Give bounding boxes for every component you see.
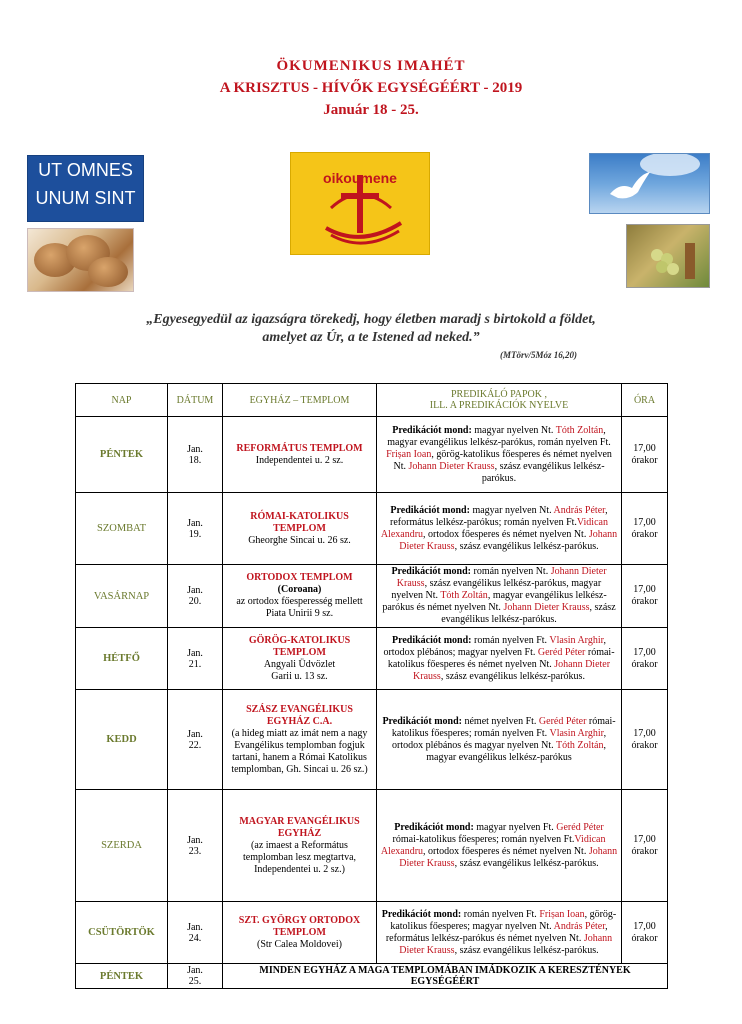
row-egyhaz bbox=[223, 417, 377, 493]
row-nap: SZERDA bbox=[76, 790, 168, 902]
quote-line-2: amelyet az Úr, a te Istened ad neked.” bbox=[262, 330, 480, 345]
row-datum: Jan. 22. bbox=[168, 690, 223, 790]
row-ora: 17,00 órakor bbox=[622, 417, 668, 493]
row-egyhaz bbox=[223, 565, 377, 628]
row-ora: 17,00 órakor bbox=[622, 790, 668, 902]
pred-label: Predikációt mond: bbox=[390, 504, 470, 516]
row-ora: 17,00 órakor bbox=[622, 902, 668, 964]
row-datum: Jan. 20. bbox=[168, 565, 223, 628]
row-nap: HÉTFŐ bbox=[76, 628, 168, 690]
oikoumene-text: oikoumene bbox=[323, 170, 397, 186]
row-predikacio: Predikációt mond: magyar nyelven Nt. Tóth Zoltán, magyar evangélikus lelkész-parókus, román nyelven Ft. Frișan Ioan, görög-katolikus főesperes és német nyelven Nt. Johann Dieter Krauss, szász evangélikus lelkész-parókus. bbox=[377, 417, 622, 493]
row-predikacio: Predikációt mond: román nyelven Nt. Johann Dieter Krauss, szász evangélikus lelkész-parókus, magyar nyelven Nt. Tóth Zoltán, magyar evangélikus lelkész-parókus és német nyelven Nt. Johann Dieter Krauss, szász evangélikus lelkész-parókus. bbox=[377, 565, 622, 628]
row-egyhaz bbox=[223, 790, 377, 902]
table-row-last bbox=[76, 964, 668, 989]
church-subname: (Coroana) bbox=[277, 584, 322, 595]
row-nap: SZOMBAT bbox=[76, 493, 168, 565]
header-ora: ÓRA bbox=[622, 384, 668, 417]
preacher-name: Tóth Zoltán bbox=[440, 590, 488, 601]
preacher-name: Johann Dieter Krauss bbox=[399, 528, 618, 552]
pred-label: Predikációt mond: bbox=[391, 566, 471, 577]
preacher-name: Vlasin Arghir bbox=[549, 727, 604, 739]
pred-label: Predikációt mond: bbox=[381, 908, 462, 920]
church-address-2: Garii u. 13 sz. bbox=[271, 670, 328, 682]
church-address: (az imaest a Református templomban lesz megtartva, Independentei u. 2 sz.) bbox=[242, 839, 357, 875]
page-title: ÖKUMENIKUS IMAHÉT bbox=[276, 58, 466, 74]
row-predikacio: Predikációt mond: román nyelven Ft. Frișan Ioan, görög-katolikus főesperes; magyar nyelven Nt. András Péter, református lelkész-parókus és német nyelven Nt. Johann Dieter Krauss, szász evangélikus lelkész-parókus. bbox=[377, 902, 622, 964]
pred-label: Predikációt mond: bbox=[394, 821, 474, 833]
page-subtitle: A KRISZTUS - HÍVŐK EGYSÉGÉÉRT - 2019 bbox=[219, 80, 523, 96]
bread-image bbox=[27, 228, 134, 292]
church-name: MAGYAR EVANGÉLIKUS EGYHÁZ bbox=[239, 815, 360, 839]
church-name: REFORMÁTUS TEMPLOM bbox=[236, 442, 363, 454]
table-row bbox=[76, 565, 668, 628]
preacher-name: Geréd Péter bbox=[538, 715, 587, 727]
preacher-name: Geréd Péter bbox=[556, 821, 604, 833]
pred-label: Predikációt mond: bbox=[392, 424, 472, 436]
table-row bbox=[76, 417, 668, 493]
row-nap: KEDD bbox=[76, 690, 168, 790]
church-address: az ortodox főesperesség mellett bbox=[236, 596, 363, 607]
table-row bbox=[76, 493, 668, 565]
dove-icon bbox=[590, 154, 709, 213]
church-address: Angyali Üdvözlet bbox=[263, 658, 336, 670]
table-header-row bbox=[76, 384, 668, 417]
preacher-name: Johann Dieter Krauss bbox=[396, 566, 607, 589]
row-datum: Jan. 18. bbox=[168, 417, 223, 493]
oikoumene-emblem-icon bbox=[291, 153, 429, 254]
preacher-name: Johann Dieter Krauss bbox=[413, 658, 611, 682]
church-name: ORTODOX TEMPLOM bbox=[246, 572, 353, 583]
preacher-name: András Péter bbox=[553, 504, 606, 516]
preacher-name: Vidican Alexandru bbox=[380, 516, 608, 540]
row-egyhaz bbox=[223, 690, 377, 790]
grapes-image bbox=[626, 224, 710, 288]
row-egyhaz bbox=[223, 493, 377, 565]
row-nap: PÉNTEK bbox=[76, 964, 168, 989]
header-egyhaz: EGYHÁZ – TEMPLOM bbox=[223, 384, 377, 417]
dove-image bbox=[589, 153, 710, 214]
preacher-name: Tóth Zoltán bbox=[555, 739, 604, 751]
preacher-name: Johann Dieter Krauss bbox=[399, 932, 613, 956]
preacher-name: Johann Dieter Krauss bbox=[399, 845, 618, 869]
preacher-name: András Péter bbox=[553, 920, 606, 932]
oikoumene-logo bbox=[290, 152, 430, 255]
row-datum: Jan. 21. bbox=[168, 628, 223, 690]
church-name: SZT. GYÖRGY ORTODOX TEMPLOM bbox=[238, 914, 361, 938]
church-address: (Str Calea Moldovei) bbox=[257, 938, 342, 950]
header-predikalo: PREDIKÁLÓ PAPOK , ILL. A PREDIKÁCIÓK NYELVE bbox=[377, 384, 622, 417]
church-address: Independentei u. 2 sz. bbox=[255, 454, 344, 466]
row-predikacio: Predikációt mond: magyar nyelven Nt. András Péter, református lelkész-parókus; román nyelven Ft.Vidican Alexandru, ortodox főesperes és német nyelven Nt. Johann Dieter Krauss, szász evangélikus lelkész-parókus. bbox=[377, 493, 622, 565]
row-ora: 17,00 órakor bbox=[622, 565, 668, 628]
church-address: Gheorghe Sincai u. 26 sz. bbox=[248, 534, 351, 546]
row-ora: 17,00 órakor bbox=[622, 628, 668, 690]
row-predikacio: Predikációt mond: román nyelven Ft. Vlasin Arghir, ortodox plébános; magyar nyelven Ft. Geréd Péter római-katolikus főesperes és német nyelven Nt. Johann Dieter Krauss, szász evangélikus lelkész-parókus. bbox=[377, 628, 622, 690]
row-nap: CSÜTÖRTÖK bbox=[76, 902, 168, 964]
header-datum: DÁTUM bbox=[168, 384, 223, 417]
row-ora: 17,00 órakor bbox=[622, 493, 668, 565]
pred-label: Predikációt mond: bbox=[382, 715, 462, 727]
row-all-churches-note: MINDEN EGYHÁZ A MAGA TEMPLOMÁBAN IMÁDKOZIK A KERESZTÉNYEK EGYSÉGÉÉRT bbox=[223, 964, 668, 989]
preacher-name: Johann Dieter Krauss bbox=[408, 460, 495, 472]
table-row bbox=[76, 690, 668, 790]
ut-omnes-logo bbox=[27, 155, 144, 222]
preacher-name: Frișan Ioan bbox=[386, 448, 432, 460]
row-datum: Jan. 25. bbox=[168, 964, 223, 989]
table-row bbox=[76, 790, 668, 902]
row-nap: VASÁRNAP bbox=[76, 565, 168, 628]
row-predikacio: Predikációt mond: német nyelven Ft. Geréd Péter római-katolikus főesperes; román nyelven Ft. Vlasin Arghir, ortodox plébános és magyar nyelven Nt. Tóth Zoltán, magyar evangélikus lelkész-parókus bbox=[377, 690, 622, 790]
quote-reference: (MTörv/5Móz 16,20) bbox=[500, 350, 577, 360]
row-datum: Jan. 23. bbox=[168, 790, 223, 902]
preacher-name: Tóth Zoltán bbox=[555, 424, 604, 436]
ut-omnes-text-1: UT OMNES bbox=[38, 160, 133, 180]
row-nap: PÉNTEK bbox=[76, 417, 168, 493]
schedule-table bbox=[75, 383, 668, 989]
church-name: GÖRÖG-KATOLIKUS TEMPLOM bbox=[248, 634, 351, 658]
row-datum: Jan. 19. bbox=[168, 493, 223, 565]
preacher-name: Frișan Ioan bbox=[539, 908, 585, 920]
quote-line-1: „Egyesegyedül az igazságra törekedj, hogy életben maradj s birtokold a földet, bbox=[146, 312, 596, 327]
preacher-name: Johann Dieter Krauss bbox=[503, 602, 590, 613]
ut-omnes-text-2: UNUM SINT bbox=[35, 188, 136, 208]
row-egyhaz bbox=[223, 628, 377, 690]
grapes-icon bbox=[627, 225, 709, 287]
preacher-name: Vlasin Arghir bbox=[549, 634, 604, 646]
church-address: (a hideg miatt az imát nem a nagy Evangélikus templomban fogjuk tartani, hanem a Római Katolikus templomban, Gh. Sincai u. 26 sz.) bbox=[231, 727, 368, 775]
header-nap: NAP bbox=[76, 384, 168, 417]
row-ora: 17,00 órakor bbox=[622, 690, 668, 790]
church-name: SZÁSZ EVANGÉLIKUS EGYHÁZ C.A. bbox=[246, 703, 353, 727]
table-row bbox=[76, 902, 668, 964]
page-dates: Január 18 - 25. bbox=[323, 102, 419, 118]
row-predikacio: Predikációt mond: magyar nyelven Ft. Geréd Péter római-katolikus főesperes; román nyelven Ft.Vidican Alexandru, ortodox főesperes és német nyelven Nt. Johann Dieter Krauss, szász evangélikus lelkész-parókus. bbox=[377, 790, 622, 902]
preacher-name: Geréd Péter bbox=[537, 646, 586, 658]
pred-label: Predikációt mond: bbox=[391, 634, 472, 646]
row-egyhaz bbox=[223, 902, 377, 964]
church-name: RÓMAI-KATOLIKUS TEMPLOM bbox=[250, 510, 349, 534]
church-address-2: Piata Unirii 9 sz. bbox=[265, 608, 334, 619]
table-row bbox=[76, 628, 668, 690]
row-datum: Jan. 24. bbox=[168, 902, 223, 964]
preacher-name: Vidican Alexandru bbox=[380, 833, 606, 857]
